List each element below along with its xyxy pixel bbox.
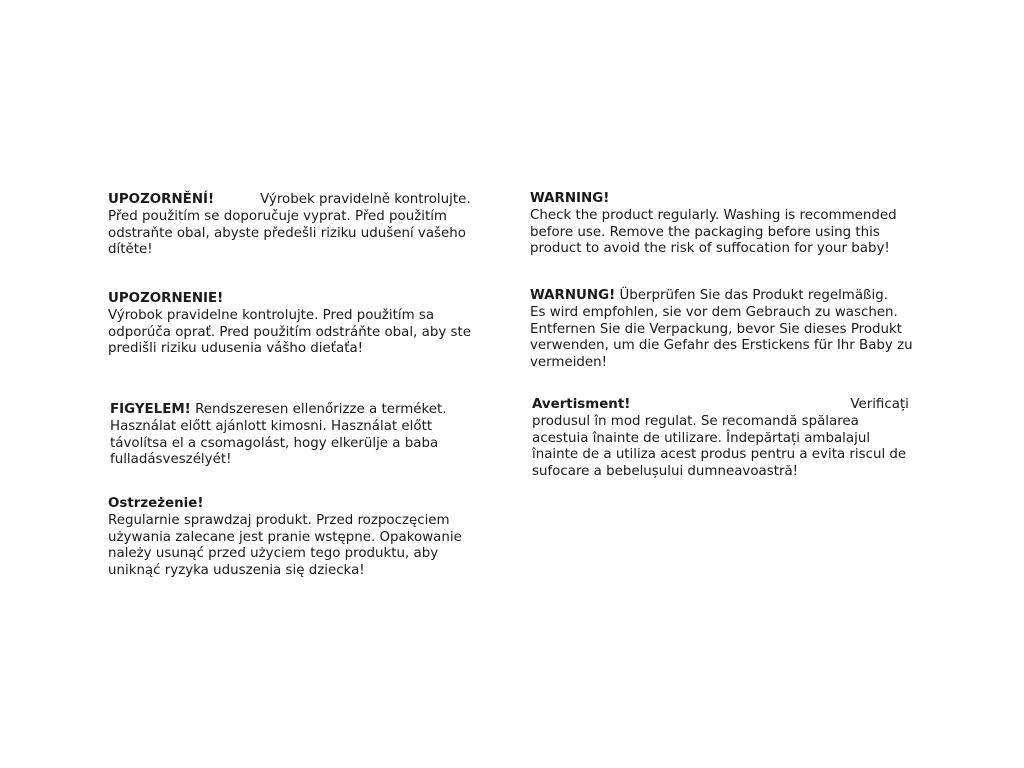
warning-cz-line: Před použitím se doporučuje vyprat. Před použitím xyxy=(108,208,447,224)
warning-en-line: Check the product regularly. Washing is recommended xyxy=(530,207,897,223)
warning-cz-line: dítěte! xyxy=(108,242,153,258)
warning-ro-line: produsul în mod regulat. Se recomandă spălarea xyxy=(532,413,859,429)
warning-pl-line: należy usunąć przed użyciem tego produktu, aby xyxy=(108,546,439,562)
warning-pl-line: uniknąć ryzyka uduszenia się dziecka! xyxy=(108,563,365,579)
warning-block-ro xyxy=(532,397,909,481)
warning-hu-line: fulladásveszélyét! xyxy=(110,452,232,468)
warning-sk-line: Výrobok pravidelne kontrolujte. Pred použitím sa xyxy=(108,307,435,323)
warning-hu-first-line xyxy=(110,402,447,419)
warning-de-line: verwenden, um die Gefahr des Erstickens für Ihr Baby zu xyxy=(530,338,913,354)
warning-ro-first-line xyxy=(532,397,909,414)
warning-de-first-line xyxy=(530,288,913,305)
warning-heading-sk: UPOZORNENIE! xyxy=(108,291,224,306)
warning-block-hu xyxy=(110,402,447,469)
warning-heading-de: WARNUNG! xyxy=(530,288,616,303)
warning-block-sk xyxy=(108,291,471,358)
warning-de-line: Es wird empfohlen, sie vor dem Gebrauch zu waschen. xyxy=(530,304,898,320)
warning-ro-line: sufocare a bebelușului dumneavoastră! xyxy=(532,464,799,480)
warning-en-line: product to avoid the risk of suffocation for your baby! xyxy=(530,241,890,257)
warning-hu-first-text: Rendszeresen ellenőrizze a terméket. xyxy=(195,402,447,417)
warning-block-cz xyxy=(108,192,471,259)
warning-de-line: Entfernen Sie die Verpackung, bevor Sie dieses Produkt xyxy=(530,321,903,337)
warning-cz-first-line xyxy=(108,192,471,209)
warning-hu-line: távolítsa el a csomagolást, hogy elkerülje a baba xyxy=(110,435,439,451)
warning-block-en xyxy=(530,191,897,258)
warning-cz-first-text: Výrobek pravidelně kontrolujte. xyxy=(260,192,471,207)
warning-heading-ro: Avertisment! xyxy=(532,397,631,412)
warning-block-pl xyxy=(108,496,462,580)
warning-sk-line: odporúča oprať. Pred použitím odstráňte obal, aby ste xyxy=(108,324,471,340)
warning-block-de xyxy=(530,288,913,372)
warning-de-first-text: Überprüfen Sie das Produkt regelmäßig. xyxy=(619,288,888,303)
warning-ro-first-text: Verificați xyxy=(850,397,909,412)
warning-ro-line: acestuia înainte de utilizare. Îndepărtați ambalajul xyxy=(532,430,871,446)
warning-sk-line: predišli riziku udusenia vášho dieťaťa! xyxy=(108,341,364,357)
warning-hu-line: Használat előtt ajánlott kimosni. Használat előtt xyxy=(110,418,433,434)
warning-heading-cz: UPOZORNĚNÍ! xyxy=(108,192,215,207)
warning-heading-pl: Ostrzeżenie! xyxy=(108,496,204,511)
warning-pl-line: używania zalecane jest pranie wstępne. Opakowanie xyxy=(108,529,462,545)
warning-en-line: before use. Remove the packaging before using this xyxy=(530,224,880,240)
warning-pl-line: Regularnie sprawdzaj produkt. Przed rozpoczęciem xyxy=(108,512,450,528)
warning-ro-line: înainte de a utiliza acest produs pentru a evita riscul de xyxy=(532,447,907,463)
warning-de-line: vermeiden! xyxy=(530,355,608,371)
warning-cz-line: odstraňte obal, abyste předešli riziku udušení vašeho xyxy=(108,225,466,241)
warning-heading-hu: FIGYELEM! xyxy=(110,402,191,417)
warning-heading-en: WARNING! xyxy=(530,191,610,206)
